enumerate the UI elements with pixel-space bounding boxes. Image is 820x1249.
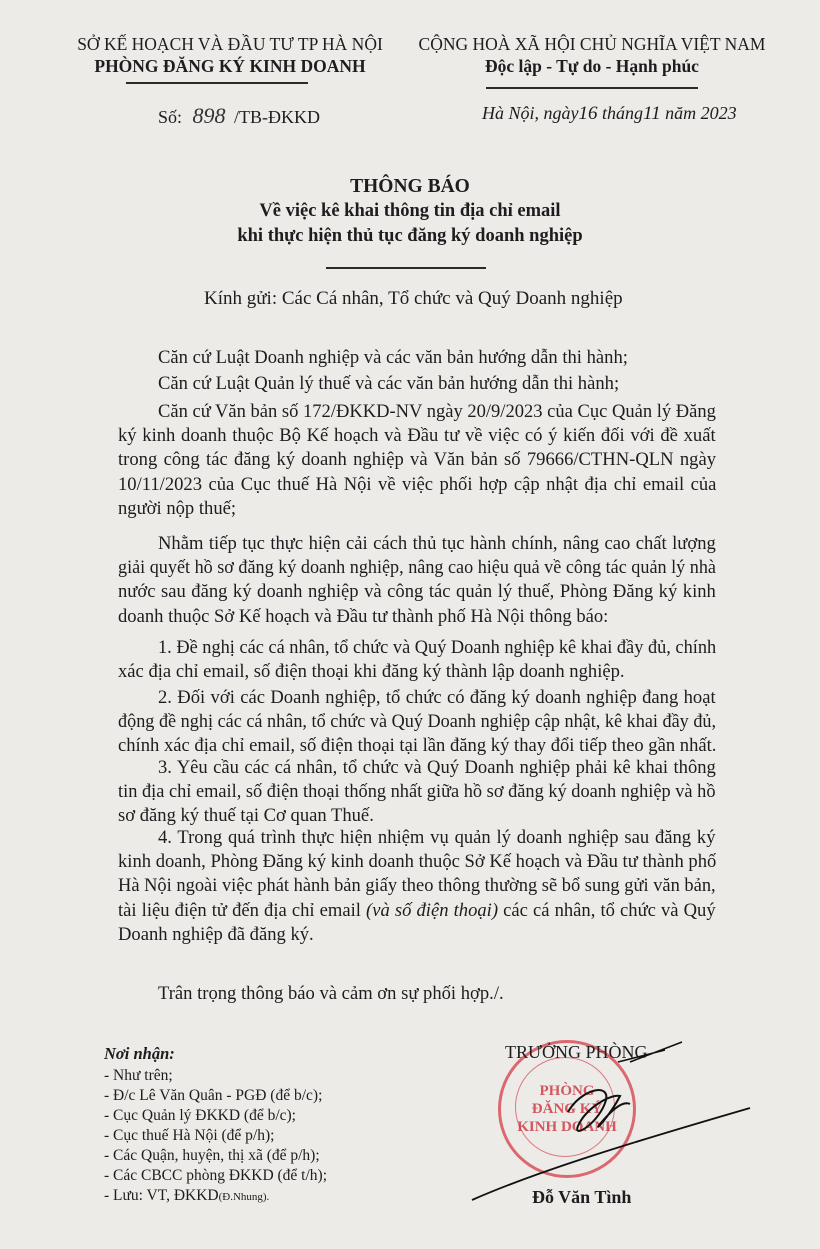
agency-name: SỞ KẾ HOẠCH VÀ ĐẦU TƯ TP HÀ NỘI <box>77 34 383 54</box>
number-label: Số: <box>158 107 183 127</box>
italic-text: (và số điện thoại) <box>366 899 499 921</box>
document-subtitle-1: Về việc kê khai thông tin địa chỉ email <box>259 201 561 221</box>
paragraph-2-line-1: Căn cứ Luật Quản lý thuế và các văn bản hướng dẫn thi hành; <box>158 373 620 394</box>
paragraph-6-line-3: chính xác địa chỉ email, số điện thoại tại lần đăng ký thay đổi tiếp theo gần nhất. <box>118 735 717 757</box>
paragraph-7-line-3: sơ đăng ký thuế tại Cơ quan Thuế. <box>118 805 374 827</box>
stamp-line-1: PHÒNG <box>539 1083 595 1099</box>
recipient-item: - Đ/c Lê Văn Quân - PGĐ (để b/c); <box>104 1087 323 1104</box>
header-underline-right <box>486 87 698 89</box>
date-day: 16 <box>578 103 598 124</box>
addressee: Kính gửi: Các Cá nhân, Tổ chức và Quý Doanh nghiệp <box>204 288 623 309</box>
header-underline-left <box>126 82 308 84</box>
signer-position: TRƯỞNG PHÒNG <box>505 1042 648 1062</box>
paragraph-8-line-5: Doanh nghiệp đã đăng ký. <box>118 923 314 945</box>
nation-name: CỘNG HOÀ XÃ HỘI CHỦ NGHĨA VIỆT NAM <box>418 34 766 54</box>
paragraph-7-line-1: 3. Yêu cầu các cá nhân, tổ chức và Quý Doanh nghiệp phải kê khai thông <box>158 757 716 778</box>
recipient-item: - Lưu: VT, ĐKKD(Đ.Nhung). <box>104 1187 270 1204</box>
paragraph-3-line-1: Căn cứ Văn bản số 172/ĐKKD-NV ngày 20/9/2023 của Cục Quản lý Đăng <box>158 401 716 422</box>
stamp-line-2: ĐĂNG KÝ <box>531 1101 603 1117</box>
recipient-item: - Cục Quản lý ĐKKD (để b/c); <box>104 1107 296 1124</box>
title-underline <box>326 267 486 269</box>
paragraph-3-line-3: trong công tác đăng ký doanh nghiệp và Văn bản số 79666/CTHN-QLN ngày <box>118 449 717 471</box>
stamp-line-3: KINH DOANH <box>517 1119 617 1135</box>
recipient-suffix: (Đ.Nhung). <box>218 1191 270 1203</box>
paragraph-6-line-2: động đề nghị các cá nhân, tổ chức và Quý Doanh nghiệp cập nhật, kê khai đầy đủ, <box>118 711 717 733</box>
paragraph-5-line-1: 1. Đề nghị các cá nhân, tổ chức và Quý Doanh nghiệp kê khai đầy đủ, chính <box>158 637 717 658</box>
paragraph-4-line-2: giải quyết hồ sơ đăng ký doanh nghiệp, nâng cao hiệu quả về công tác quản lý nhà <box>118 557 716 579</box>
paragraph-9-line-1: Trân trọng thông báo và cảm ơn sự phối hợp./. <box>158 983 504 1004</box>
paragraph-7-line-2: tin địa chỉ email, số điện thoại thống nhất giữa hồ sơ đăng ký doanh nghiệp và hồ <box>118 781 716 803</box>
signer-name: Đỗ Văn Tình <box>532 1187 632 1207</box>
paragraph-8-line-3: Hà Nội ngoài việc phát hành bản giấy theo thông thường sẽ bổ sung gửi văn bản, <box>118 875 716 897</box>
document-title: THÔNG BÁO <box>350 176 470 197</box>
department-name: PHÒNG ĐĂNG KÝ KINH DOANH <box>94 56 366 76</box>
recipients-heading: Nơi nhận: <box>104 1044 175 1063</box>
paragraph-8-line-1: 4. Trong quá trình thực hiện nhiệm vụ quản lý doanh nghiệp sau đăng ký <box>158 827 716 848</box>
date-prefix: Hà Nội, ngày <box>482 103 579 123</box>
document-subtitle-2: khi thực hiện thủ tục đăng ký doanh nghiệp <box>237 226 583 246</box>
date-year: năm 2023 <box>665 103 737 123</box>
nation-motto: Độc lập - Tự do - Hạnh phúc <box>485 56 699 76</box>
paragraph-3-line-4: 10/11/2023 của Cục thuế Hà Nội về việc phối hợp cập nhật địa chỉ email của <box>118 473 717 495</box>
recipient-item: - Các Quận, huyện, thị xã (để p/h); <box>104 1147 320 1164</box>
number-suffix: /TB-ĐKKD <box>234 107 321 127</box>
text-segment: tài liệu điện tử đến địa chỉ email <box>118 899 367 921</box>
recipient-item: - Như trên; <box>104 1067 173 1084</box>
paragraph-6-line-1: 2. Đối với các Doanh nghiệp, tổ chức có đăng ký doanh nghiệp đang hoạt <box>158 687 716 708</box>
paragraph-5-line-2: xác địa chỉ email, số điện thoại khi đăng ký thành lập doanh nghiệp. <box>118 661 625 683</box>
paragraph-4-line-3: nước sau đăng ký doanh nghiệp và công tác quản lý thuế, Phòng Đăng ký kinh <box>118 581 716 603</box>
recipient-item: - Cục thuế Hà Nội (để p/h); <box>104 1127 275 1144</box>
date-month: 11 <box>643 103 661 124</box>
date-month-label: tháng <box>602 103 644 123</box>
paragraph-4-line-1: Nhằm tiếp tục thực hiện cải cách thủ tục hành chính, nâng cao chất lượng <box>158 533 716 554</box>
paragraph-8-line-2: kinh doanh, Phòng Đăng ký kinh doanh thuộc Sở Kế hoạch và Đầu tư thành phố <box>118 851 717 873</box>
paragraph-1-line-1: Căn cứ Luật Doanh nghiệp và các văn bản hướng dẫn thi hành; <box>158 347 628 368</box>
number-handwritten: 898 <box>192 103 226 128</box>
paragraph-4-line-4: doanh thuộc Sở Kế hoạch và Đầu tư thành phố Hà Nội thông báo: <box>118 605 609 627</box>
document-date <box>482 103 737 125</box>
paragraph-3-line-2: ký kinh doanh thuộc Bộ Kế hoạch và Đầu tư về việc có ý kiến đối với đề xuất <box>118 425 716 447</box>
recipient-item: - Các CBCC phòng ĐKKD (để t/h); <box>104 1167 328 1184</box>
paragraph-8-line-4 <box>118 900 716 922</box>
text-segment: các cá nhân, tổ chức và Quý <box>498 899 716 921</box>
paragraph-3-line-5: người nộp thuế; <box>118 497 237 519</box>
handwritten-signature <box>460 1030 760 1210</box>
document-number <box>158 103 320 129</box>
